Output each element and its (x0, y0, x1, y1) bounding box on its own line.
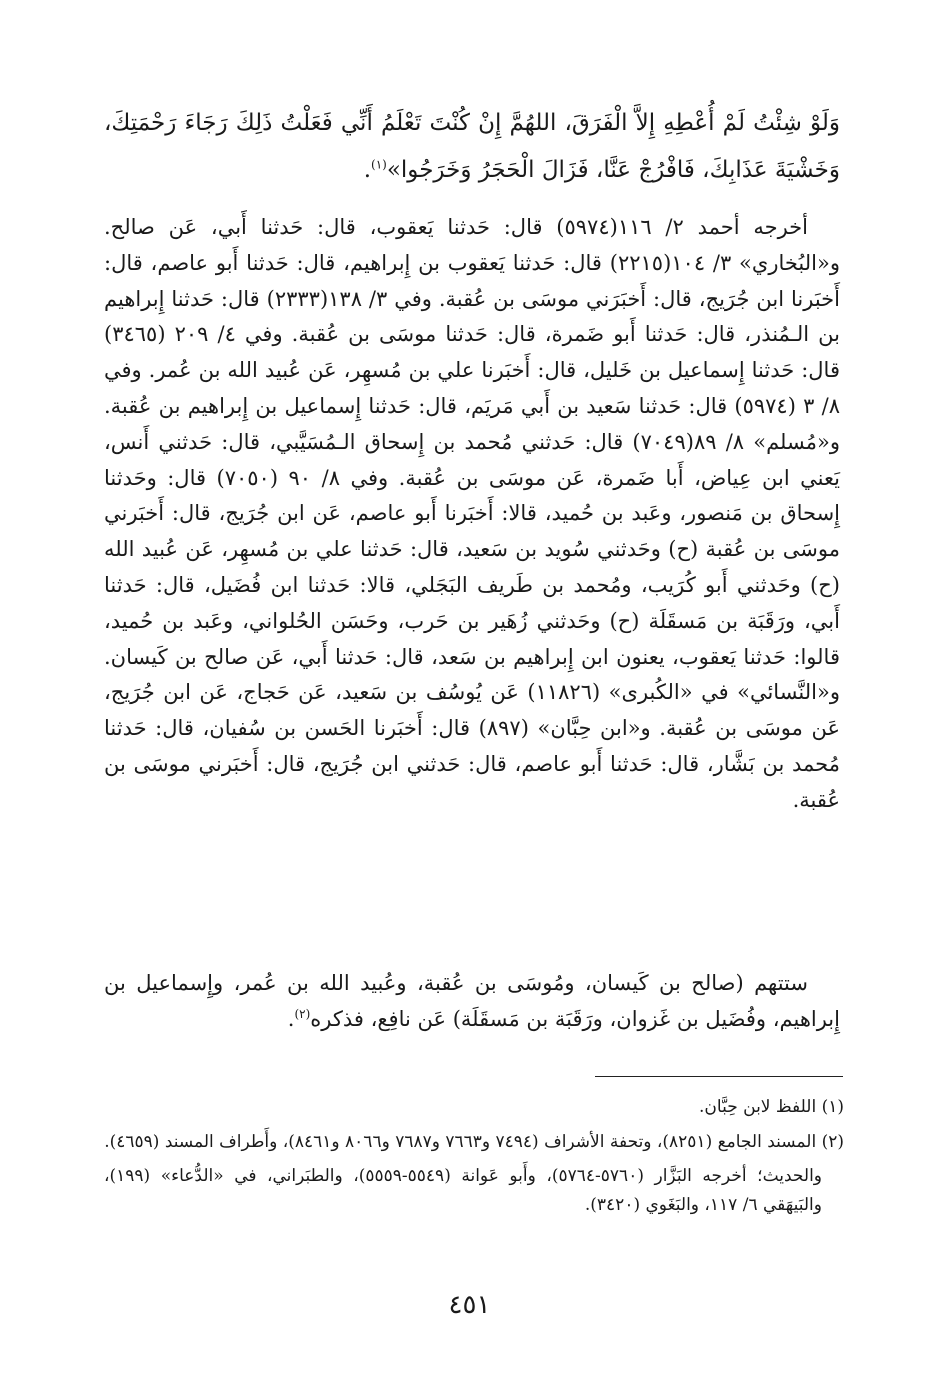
footnote-text: المسند الجامع (٨٢٥١)، وتحفة الأشراف (٧٤٩٤ و٧٦٦٣ و٧٦٨٧ و٨٠٦٦ و٨٤٦١)، وأَطراف المسند (٤٦٥٩). (104, 1131, 817, 1152)
page-number: ٤٥١ (448, 1290, 491, 1320)
hadith-end: . (363, 157, 372, 183)
summary-text-wrapper (104, 965, 840, 1037)
summary-paragraph (104, 965, 840, 1037)
footnote-text: والحديث؛ أخرجه البَزَّار (٥٧٦٠-٥٧٦٤)، وأَبو عَوانة (٥٥٤٩-٥٥٥٩)، والطبَراني، في «الدُّعاء» (١٩٩)، والبَيهَقي ٦/ ١١٧، والبَغَوي (٣٤٢٠). (104, 1166, 823, 1215)
footnote-2 (104, 1128, 844, 1157)
footnote-2-continued (104, 1162, 844, 1219)
summary-text: ستتهم (صالح بن كَيسان، ومُوسَى بن عُقبة، وعُبيد الله بن عُمر، وإِسماعيل بن إِبراهيم، وفُضَيل بن غَزوان، ورَقَبَة بن مَسقَلَة) عَن نافِع، فذكره (104, 971, 840, 1031)
takhrij-paragraph (104, 210, 840, 819)
hadith-text: وَلَوْ شِئْتُ لَمْ أُعْطِهِ إِلاَّ الْفَرَقَ، اللهُمَّ إِنْ كُنْتَ تَعْلَمُ أَنِّي فَعَلْتُ ذَلِكَ رَجَاءَ رَحْمَتِكَ، وَخَشْيَةَ عَذَابِكَ، فَافْرُجْ عَنَّا، فَزَالَ الْحَجَرُ وَخَرَجُوا» (104, 110, 840, 183)
footnotes-section (104, 1093, 844, 1225)
footnote-number: (١) (821, 1097, 844, 1117)
footnote-separator (595, 1076, 843, 1077)
footnote-number: (٢) (821, 1131, 844, 1152)
footnote-ref-2: (٢) (294, 1007, 311, 1021)
footnote-text: اللفظ لابن حِبَّان. (699, 1097, 817, 1117)
summary-end: . (287, 1007, 295, 1031)
hadith-text-block (104, 100, 840, 194)
takhrij-text: أخرجه أحمد ٢/ ١١٦(٥٩٧٤) قال: حَدثنا يَعقوب، قال: حَدثنا أَبي، عَن صالح. و«البُخاري» ٣/ ١٠٤(٢٢١٥) قال: حَدثنا يَعقوب بن إِبراهيم، قال: حَدثنا أَبو عاصم، قال: أَخبَرنا ابن جُرَيج، قال: أَخبَرَني موسَى بن عُقبة. وفي ٣/ ١٣٨(٢٣٣٣) قال: حَدثنا إِبراهيم بن الـمُنذر، قال: حَدثنا أَبو ضَمرة، قال: حَدثنا موسَى بن عُقبة. وفي ٤/ ٢٠٩ (٣٤٦٥) قال: حَدثنا إِسماعيل بن خَليل، قال: أَخبَرنا علي بن مُسهِر، عَن عُبيد الله بن عُمر. وفي ٨/ ٣ (٥٩٧٤) قال: حَدثنا سَعيد بن أَبي مَريَم، قال: حَدثنا إِسماعيل بن إِبراهيم بن عُقبة. و«مُسلم» ٨/ ٨٩(٧٠٤٩) قال: حَدثني مُحمد بن إِسحاق الـمُسَيَّبي، قال: حَدثني أَنس، يَعني ابن عِياض، أَبا ضَمرة، عَن موسَى بن عُقبة. وفي ٨/ ٩٠ (٧٠٥٠) قال: وحَدثنا إِسحاق بن مَنصور، وعَبد بن حُميد، قالا: أَخبَرنا أَبو عاصم، عَن ابن جُرَيج، قال: أَخبَرني موسَى بن عُقبة (ح) وحَدثني سُويد بن سَعيد، قال: حَدثنا علي بن مُسهِر، عَن عُبيد الله (ح) وحَدثني أَبو كُرَيب، ومُحمد بن طَريف البَجَلي، قالا: حَدثنا ابن فُضَيل، قال: حَدثنا أَبي، ورَقَبَة بن مَسقَلَة (ح) وحَدثني زُهَير بن حَرب، وحَسَن الحُلواني، وعَبد بن حُميد، قالوا: حَدثنا يَعقوب، يعنون ابن إِبراهيم بن سَعد، قال: حَدثنا أَبي، عَن صالح بن كَيسان. و«النَّسائي» في «الكُبرى» (١١٨٢٦) عَن يُوسُف بن سَعيد، عَن حَجاج، عَن ابن جُرَيج، عَن موسَى بن عُقبة. و«ابن حِبَّان» (٨٩٧) قال: أَخبَرنا الحَسن بن سُفيان، قال: حَدثنا مُحمد بن بَشَّار، قال: حَدثنا أَبو عاصم، قال: حَدثني ابن جُرَيج، قال: أَخبَرني موسَى بن عُقبة. (104, 215, 840, 812)
footnote-1 (104, 1093, 844, 1122)
footnote-ref-1: (١) (371, 157, 387, 172)
